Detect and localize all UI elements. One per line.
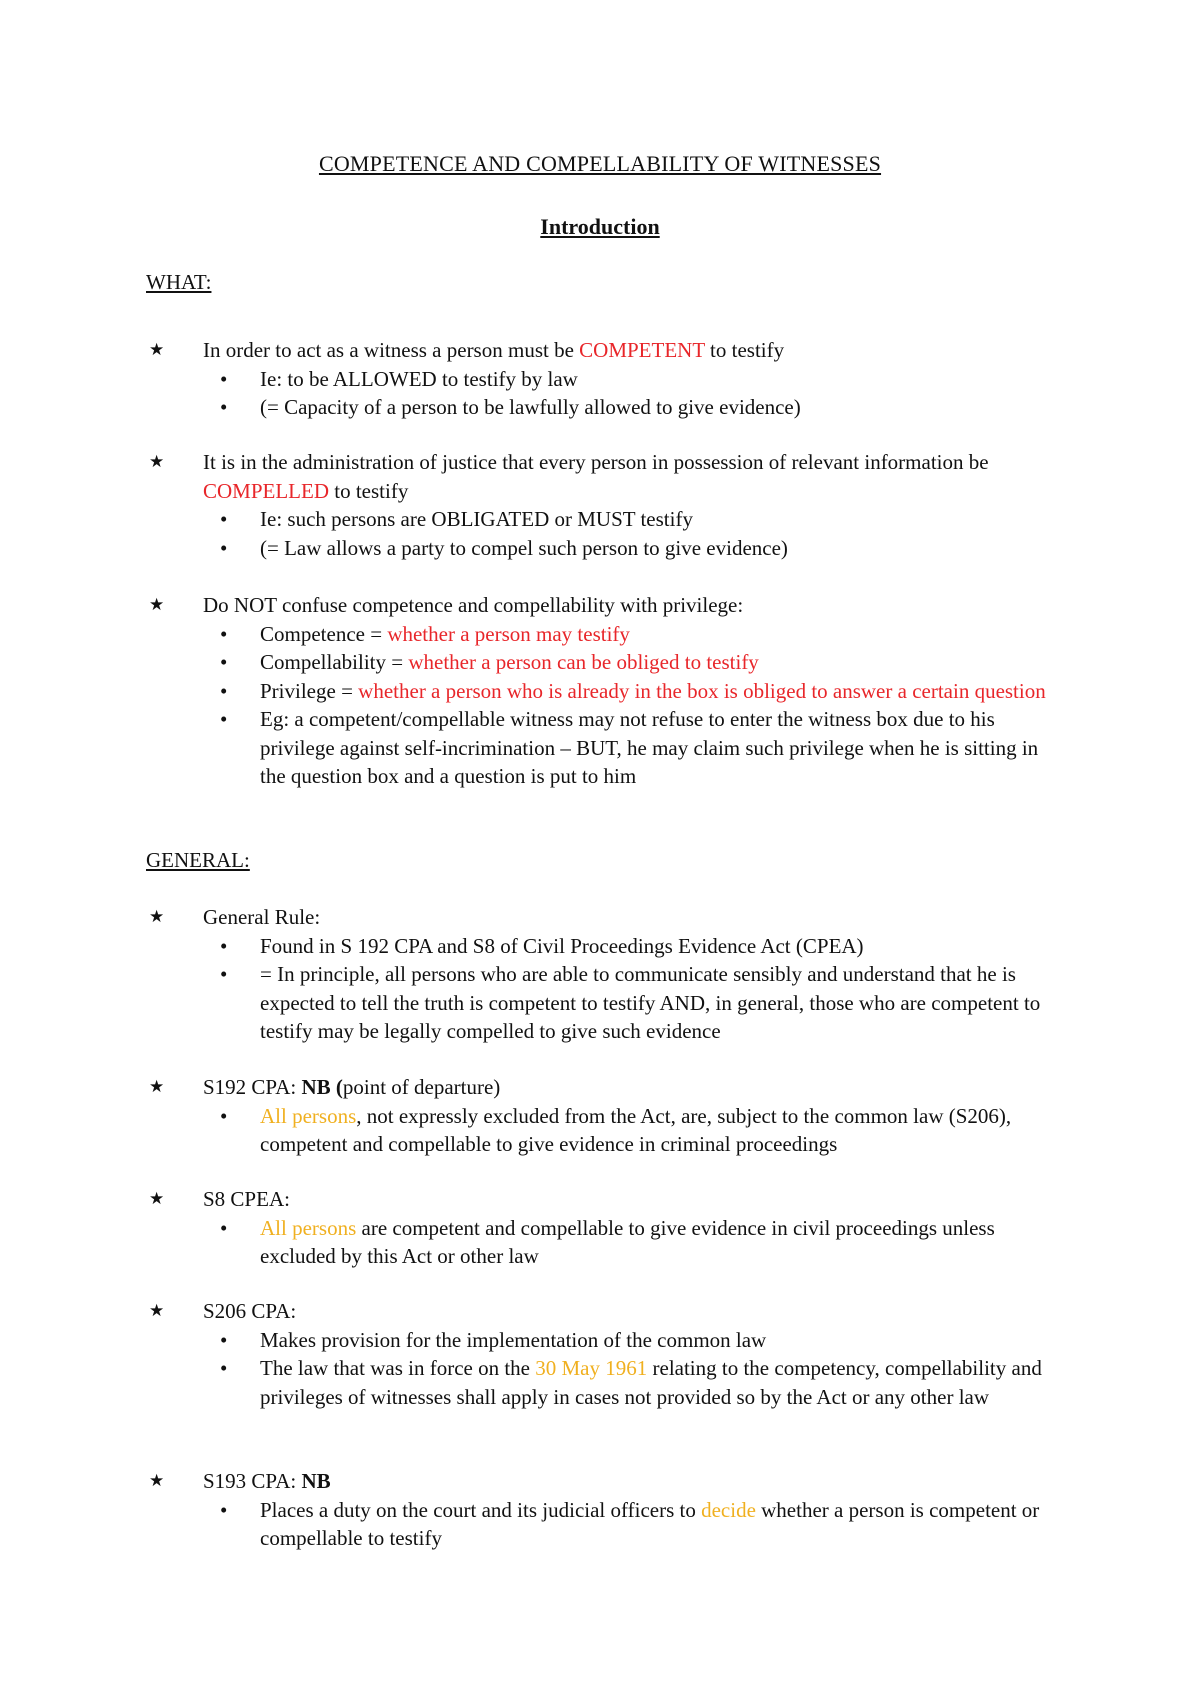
list-item: • Places a duty on the court and its judicial officers to decide whether a person is competent or compellable to testify — [220, 1497, 1040, 1550]
what-heading: WHAT: — [146, 270, 212, 294]
list-item: • All persons are competent and compellable to give evidence in civil proceedings unless excluded by this Act or other law — [220, 1215, 995, 1268]
bullet-dot-icon: • — [220, 933, 228, 958]
bullet-dot-icon: • — [220, 535, 228, 560]
bullet-dot-icon: • — [220, 507, 228, 531]
general-heading: GENERAL: — [146, 848, 250, 872]
list-item: • Privilege = whether a person who is already in the box is obliged to answer a certain question — [146, 677, 1066, 706]
list-item: • (= Capacity of a person to be lawfully allowed to give evidence) — [146, 393, 1066, 422]
star-bullet-icon: ★ — [149, 1189, 165, 1208]
list-item: • Compellability = whether a person can be obliged to testify — [146, 648, 1066, 677]
list-item: • Makes provision for the implementation of the common law — [146, 1326, 1066, 1355]
bullet-dot-icon: • — [220, 707, 228, 731]
what-item-privilege: ★ Do NOT confuse competence and compellability with privilege: • Competence = whether a person may testify • Compellability = whether a person can be obliged to testify • Privilege = whether a person who is already in the box is obliged to answer a certain question • Eg: a competent/compellable witness may not refuse to enter the witness box due to his privilege against self-incrimination – BUT, he may claim such privilege when he is sitting in the question box and a question is put to him — [146, 591, 1066, 791]
s8-cpea: ★ S8 CPEA: • All persons are competent and compellable to give evidence in civil proceedings unless excluded by this Act or other law — [146, 1185, 1066, 1271]
general-rule: ★ General Rule: • Found in S 192 CPA and S8 of Civil Proceedings Evidence Act (CPEA) • = In principle, all persons who are able to communicate sensibly and understand that he is expected to tell the truth is competent to testify AND, in general, those who are competent to testify may be legally compelled to give such evidence — [146, 903, 1066, 1046]
list-item: • Ie: such persons are OBLIGATED or MUST testify — [146, 505, 1066, 534]
bullet-dot-icon: • — [220, 1215, 228, 1240]
star-bullet-icon: ★ — [149, 340, 165, 359]
list-item: • Competence = whether a person may testify — [146, 620, 1066, 649]
star-bullet-icon: ★ — [149, 1471, 165, 1490]
bullet-dot-icon: • — [220, 366, 228, 391]
s206-cpa: ★ S206 CPA: • Makes provision for the implementation of the common law • The law that was in force on the 30 May 1961 relating to the competency, compellability and privileges of witnesses shall apply in cases not provided so by the Act or any other law — [146, 1297, 1066, 1411]
bullet-dot-icon: • — [220, 621, 228, 646]
list-item: • All persons, not expressly excluded from the Act, are, subject to the common law (S206), competent and compellable to give evidence in criminal proceedings — [220, 1103, 1012, 1156]
bullet-dot-icon: • — [220, 678, 228, 703]
bullet-dot-icon: • — [220, 650, 228, 674]
star-bullet-icon: ★ — [149, 452, 165, 471]
s192-cpa: ★ S192 CPA: NB (point of departure) • All persons, not expressly excluded from the Act, are, subject to the common law (S206), competent and compellable to give evidence in criminal proceedings — [146, 1073, 1066, 1159]
bullet-dot-icon: • — [220, 962, 228, 986]
star-bullet-icon: ★ — [149, 907, 165, 926]
list-item: • The law that was in force on the 30 May 1961 relating to the competency, compellability and privileges of witnesses shall apply in cases not provided so by the Act or any other law — [220, 1356, 1042, 1409]
bullet-dot-icon: • — [220, 1327, 228, 1352]
bullet-dot-icon: • — [220, 395, 228, 419]
what-item-compelled: ★ It is in the administration of justice that every person in possession of relevant information be COMPELLED to testify • Ie: such persons are OBLIGATED or MUST testify • (= Law allows a party to compel such person to give evidence) — [146, 448, 1066, 562]
what-item-competent: ★ In order to act as a witness a person must be COMPETENT to testify • Ie: to be ALLOWED to testify by law • (= Capacity of a person to be lawfully allowed to give evidence) — [146, 336, 1066, 422]
list-item: • Ie: to be ALLOWED to testify by law — [146, 365, 1066, 394]
star-bullet-icon: ★ — [149, 595, 165, 614]
s193-cpa: ★ S193 CPA: NB • Places a duty on the court and its judicial officers to decide whether a person is competent or compellable to testify — [146, 1467, 1066, 1553]
list-item: • = In principle, all persons who are able to communicate sensibly and understand that he is expected to tell the truth is competent to testify AND, in general, those who are competent to testify may be legally compelled to give such evidence — [220, 962, 1041, 1043]
document-title: COMPETENCE AND COMPELLABILITY OF WITNESSES — [318, 151, 882, 176]
list-item: • Found in S 192 CPA and S8 of Civil Proceedings Evidence Act (CPEA) — [146, 932, 1066, 961]
bullet-dot-icon: • — [220, 1497, 228, 1522]
bullet-dot-icon: • — [220, 1103, 228, 1128]
list-item: • (= Law allows a party to compel such person to give evidence) — [146, 534, 1066, 563]
star-bullet-icon: ★ — [149, 1077, 165, 1096]
bullet-dot-icon: • — [220, 1356, 228, 1380]
list-item: • Eg: a competent/compellable witness may not refuse to enter the witness box due to his privilege against self-incrimination – BUT, he may claim such privilege when he is sitting in the question box and a question is put to him — [220, 707, 1039, 788]
section-introduction-heading: Introduction — [540, 214, 660, 239]
star-bullet-icon: ★ — [149, 1301, 165, 1320]
